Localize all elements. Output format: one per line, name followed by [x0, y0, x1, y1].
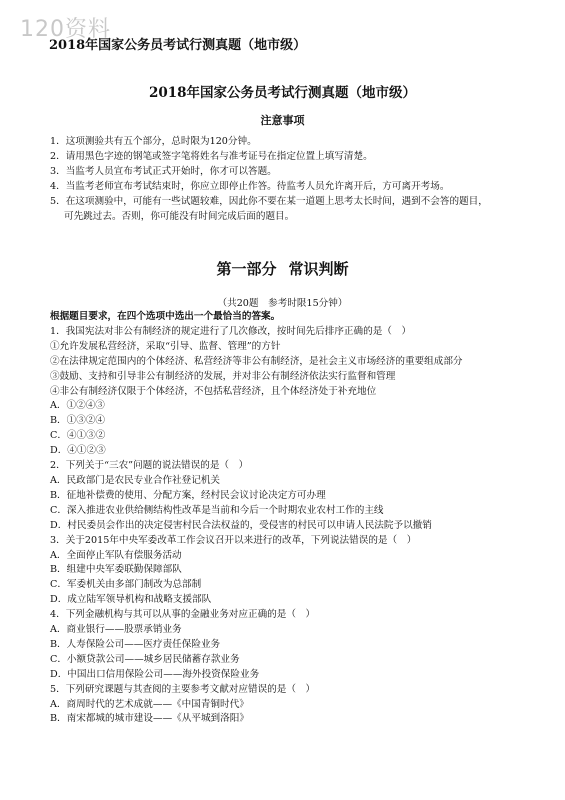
question-line: ①允许发展私营经济，采取“引导、监督、管理”的方针 — [50, 340, 281, 352]
question-line: B．组建中央军委联勤保障部队 — [50, 564, 182, 576]
question-line: ②在法律规定范围内的个体经济、私营经济等非公有制经济，是社会主义市场经济的重要组成部分 — [50, 355, 463, 367]
question-line: D．中国出口信用保险公司——海外投资保险业务 — [50, 668, 260, 680]
question-line: A．全面停止军队有偿服务活动 — [50, 549, 182, 561]
question-line: 4．下列金融机构与其可以从事的金融业务对应正确的是（ ） — [50, 609, 316, 621]
part-title — [0, 258, 565, 279]
question-line: B．①③②④ — [50, 415, 106, 427]
notice-item: 1．这项测验共有五个部分，总时限为120分钟。 — [50, 136, 257, 147]
document-title: 2018年国家公务员考试行测真题（地市级） — [148, 85, 417, 101]
questions — [50, 310, 520, 727]
instruction: 根据题目要求，在四个选项中选出一个最恰当的答案。 — [50, 311, 281, 322]
notice-heading: 注意事项 — [260, 114, 305, 127]
notice-item: 5．在这项测验中，可能有一些试题较难，因此你不要在某一道题上思考太长时间，遇到不会答的题目， — [50, 196, 488, 207]
question-line: A．①②④③ — [50, 400, 105, 412]
watermark: 120资料 — [20, 17, 111, 42]
question-line: ③鼓励、支持和引导非公有制经济的发展，并对非公有制经济依法实行监督和管理 — [50, 370, 396, 382]
question-line: C．④①③② — [50, 430, 106, 442]
notice-list — [50, 134, 510, 224]
question-line: D．④①②③ — [50, 445, 106, 457]
question-line: C．小额贷款公司——城乡居民储蓄存款业务 — [50, 653, 240, 665]
question-line: D．村民委员会作出的决定侵害村民合法权益的，受侵害的村民可以申请人民法院予以撤销 — [50, 519, 432, 531]
question-line: A．商周时代的艺术成就——《中国青铜时代》 — [50, 698, 249, 710]
notice-item: 可先跳过去。否则，你可能没有时间完成后面的题目。 — [64, 211, 295, 222]
notice-item: 3．当监考人员宣布考试正式开始时，你才可以答题。 — [50, 166, 277, 177]
question-line: D．成立陆军领导机构和战略支援部队 — [50, 594, 212, 606]
question-line: ④非公有制经济仅限于个体经济，不包括私营经济，且个体经济处于补充地位 — [50, 385, 377, 397]
question-line: B．南宋都城的城市建设——《从平城到洛阳》 — [50, 713, 249, 725]
notice-item: 2．请用黑色字迹的钢笔或签字笔将姓名与准考证号在指定位置上填写清楚。 — [50, 151, 373, 162]
question-line: A．商业银行——股票承销业务 — [50, 624, 182, 636]
question-line: C．深入推进农业供给侧结构性改革是当前和今后一个时期农业农村工作的主线 — [50, 504, 384, 516]
running-header: 2018年国家公务员考试行测真题（地市级） — [49, 38, 307, 53]
question-line: 3．关于2015年中央军委改革工作会议召开以来进行的改革，下列说法错误的是（ ） — [50, 534, 417, 546]
question-line: 1．我国宪法对非公有制经济的规定进行了几次修改，按时间先后排序正确的是（ ） — [50, 325, 412, 337]
question-line: A．民政部门是农民专业合作社登记机关 — [50, 474, 221, 486]
question-line: 5．下列研究课题与其查阅的主要参考文献对应错误的是（ ） — [50, 683, 316, 695]
part-name: 常识判断 — [288, 260, 349, 278]
notice-item: 4．当监考老师宣布考试结束时，你应立即停止作答。待监考人员允许离开后，方可离开考场。 — [50, 181, 450, 192]
question-line: C．军委机关由多部门制改为总部制 — [50, 579, 202, 591]
question-line: B．人寿保险公司——医疗责任保险业务 — [50, 638, 221, 650]
part-label: 第一部分 — [216, 260, 277, 278]
question-line: B．征地补偿费的使用、分配方案，经村民会议讨论决定方可办理 — [50, 489, 326, 501]
part-info: （共20题 参考时限15分钟） — [217, 298, 348, 309]
question-line: 2．下列关于“三农”问题的说法错误的是（ ） — [50, 460, 249, 472]
